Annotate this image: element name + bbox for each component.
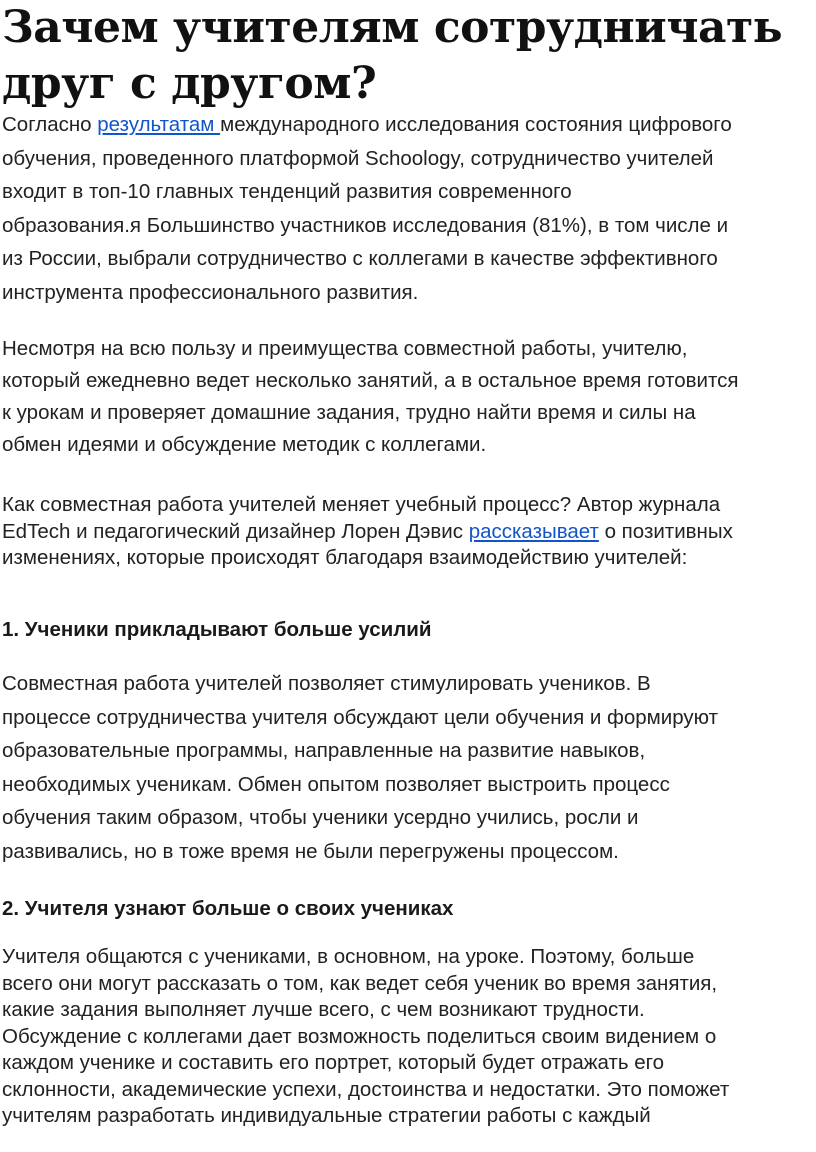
paragraph-edtech-intro	[2, 492, 814, 572]
text-line: учителям разработать индивидуальные стратегии работы с каждый	[2, 1104, 651, 1127]
text-line: изменениях, которые происходят благодаря взаимодействию учителей:	[2, 546, 688, 569]
text-fragment: Согласно	[2, 113, 98, 136]
paragraph-schoology-study	[2, 108, 814, 309]
text-line: который ежедневно ведет несколько занятий, а в остальное время готовится	[2, 369, 739, 392]
section-heading-know-students: 2. Учителя узнают больше о своих учениках	[2, 897, 454, 920]
text-fragment: международного исследования состояния цифрового	[220, 113, 732, 136]
text-line: из России, выбрали сотрудничество с коллегами в качестве эффективного	[2, 247, 718, 270]
text-line: обмен идеями и обсуждение методик с коллегами.	[2, 433, 487, 456]
section-heading-students-effort: 1. Ученики прикладывают больше усилий	[2, 618, 432, 641]
text-line: образовательные программы, направленные на развитие навыков,	[2, 739, 646, 762]
tells-link[interactable]: рассказывает	[468, 519, 599, 543]
text-line: каждом ученике и составить его портрет, который будет отражать его	[2, 1051, 665, 1074]
title-line: друг с другом?	[2, 58, 377, 109]
paragraph-student-motivation	[2, 667, 814, 868]
paragraph-student-portrait	[2, 944, 814, 1130]
text-line: Несмотря на всю пользу и преимущества совместной работы, учителю,	[2, 337, 688, 360]
article-title	[2, 0, 814, 112]
text-line: развивались, но в тоже время не были перегружены процессом.	[2, 839, 619, 863]
text-line	[2, 108, 814, 142]
text-line	[2, 519, 814, 546]
text-line: склонности, академические успехи, достоинства и недостатки. Это поможет	[2, 1077, 730, 1101]
text-fragment: EdTech и педагогический дизайнер Лорен Дэвис	[2, 519, 469, 543]
text-line: всего они могут рассказать о том, как ведет себя ученик во время занятия,	[2, 971, 718, 995]
title-line: Зачем учителям сотрудничать	[2, 2, 783, 53]
text-line: процессе сотрудничества учителя обсуждают цели обучения и формируют	[2, 705, 718, 729]
results-link[interactable]: результатам	[97, 113, 221, 136]
text-line: инструмента профессионального развития.	[2, 280, 419, 304]
text-line: необходимых ученикам. Обмен опытом позволяет выстроить процесс	[2, 772, 670, 796]
text-line: входит в топ-10 главных тенденций развития современного	[2, 180, 572, 203]
text-line: Как совместная работа учителей меняет учебный процесс? Автор журнала	[2, 493, 721, 516]
paragraph-time-constraints	[2, 333, 814, 461]
text-fragment: о позитивных	[598, 519, 733, 543]
text-line: какие задания выполняет лучше всего, с чем возникают трудности.	[2, 998, 645, 1021]
text-line: Совместная работа учителей позволяет стимулировать учеников. В	[2, 672, 651, 695]
text-line: Обсуждение с коллегами дает возможность поделиться своим видением о	[2, 1024, 717, 1048]
text-line: к урокам и проверяет домашние задания, трудно найти время и силы на	[2, 401, 696, 424]
text-line: образования.я Большинство участников исследования (81%), в том числе и	[2, 213, 729, 237]
text-line: обучения таким образом, чтобы ученики усердно учились, росли и	[2, 806, 639, 829]
text-line: Учителя общаются с учениками, в основном, на уроке. Поэтому, больше	[2, 945, 695, 968]
text-line: обучения, проведенного платформой Schoology, сотрудничество учителей	[2, 146, 714, 170]
